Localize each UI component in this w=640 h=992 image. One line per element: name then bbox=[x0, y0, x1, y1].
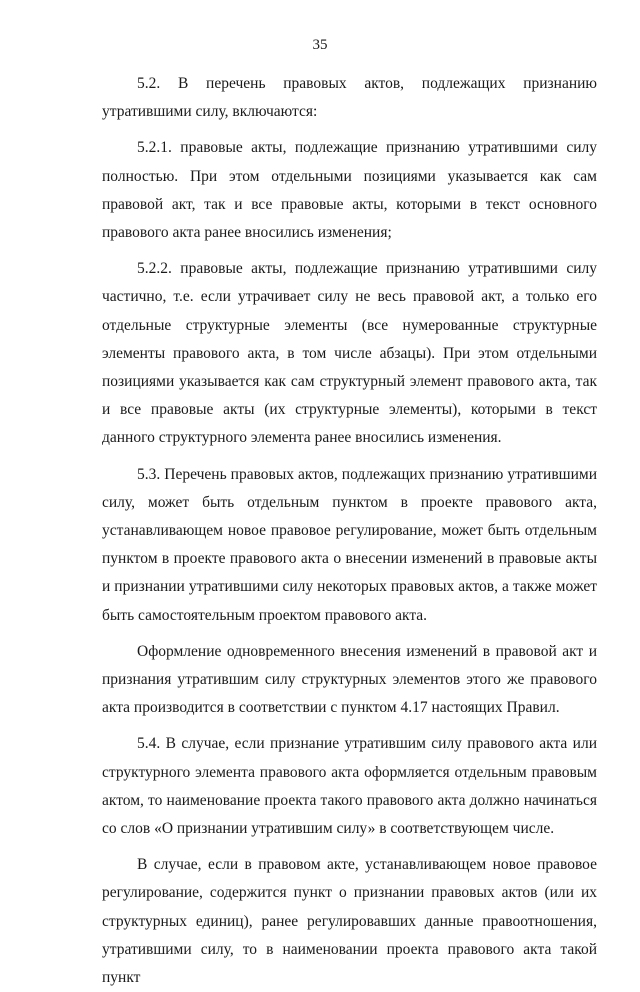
paragraph-5-2-1: 5.2.1. правовые акты, подлежащие признанию утратившими силу полностью. При этом отдельными позициями указывается как сам правовой акт, так и все правовые акты, которыми в текст основного правового акта ранее вносились изменения; bbox=[102, 139, 597, 242]
paragraph-5-3-note: Оформление одновременного внесения изменений в правовой акт и признания утратившим силу структурных элементов этого же правового акта производится в соответствии с пунктом 4.17 настоящих Правил. bbox=[102, 642, 597, 717]
paragraph-5-3: 5.3. Перечень правовых актов, подлежащих признанию утратившими силу, может быть отдельным пунктом в проекте правового акта, устанавливающем новое правовое регулирование, может быть отдельным пунктом в проекте правового акта о внесении изменений в правовые акты и признании утратившими силу некоторых правовых актов, а также может быть самостоятельным проектом правового акта. bbox=[102, 465, 597, 624]
paragraph-5-4-note: В случае, если в правовом акте, устанавливающем новое правовое регулирование, содержится пункт о признании правовых актов (или их структурных единиц), ранее регулировавших данные правоотношения, утратившими силу, то в наименовании проекта правового акта такой пункт bbox=[102, 856, 597, 987]
paragraph-5-4: 5.4. В случае, если признание утратившим силу правового акта или структурного элемента правового акта оформляется отдельным правовым актом, то наименование проекта такого правового акта должно начинаться со слов «О признании утратившим силу» в соответствующем числе. bbox=[102, 735, 597, 838]
paragraph-5-2-2: 5.2.2. правовые акты, подлежащие признанию утратившими силу частично, т.е. если утрачивает силу не весь правовой акт, а только его отдельные структурные элементы (все нумерованные структурные элементы правового акта, в том числе абзацы). При этом отдельными позициями указывается как сам структурный элемент правового акта, так и все правовые акты (их структурные элементы), которыми в текст данного структурного элемента ранее вносились изменения. bbox=[102, 260, 597, 447]
document-body bbox=[102, 70, 597, 992]
page-number: 35 bbox=[312, 37, 328, 53]
paragraph-5-2: 5.2. В перечень правовых актов, подлежащих признанию утратившими силу, включаются: bbox=[102, 75, 597, 121]
